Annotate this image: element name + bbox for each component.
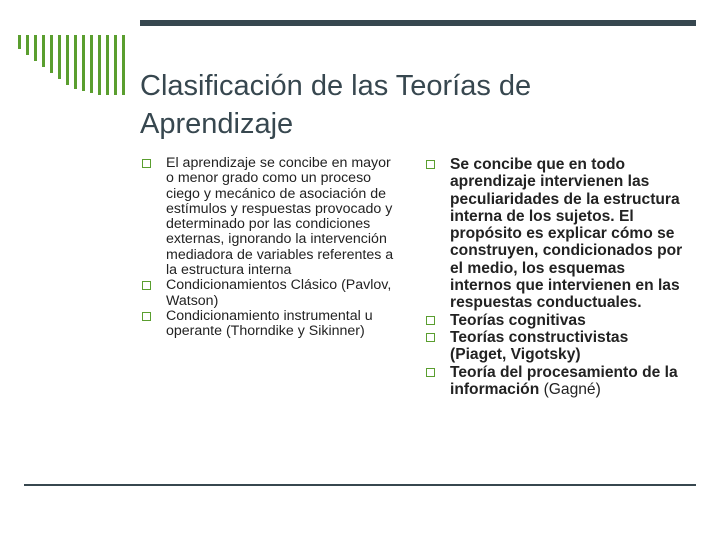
stripe <box>114 35 117 95</box>
list-item <box>426 156 688 312</box>
list-item <box>142 278 397 309</box>
left-bullet-list <box>142 156 397 340</box>
stripe <box>34 35 37 61</box>
stripe <box>106 35 109 95</box>
list-item <box>426 364 688 399</box>
bottom-divider <box>24 484 696 486</box>
stripe <box>18 35 21 49</box>
square-outline-bullet-icon <box>426 316 435 325</box>
list-item-suffix: (Gagné) <box>543 380 601 398</box>
list-item-text: Condicionamiento instrumental u operante (Thorndike y Sikinner) <box>166 307 373 340</box>
list-item-text: Teoría del procesamiento de la información <box>450 363 678 398</box>
stripe <box>42 35 45 67</box>
stripe <box>98 35 101 95</box>
list-item <box>142 309 397 340</box>
stripe <box>50 35 53 73</box>
right-bullet-list <box>426 156 688 398</box>
square-outline-bullet-icon <box>142 312 151 321</box>
list-item-text: Teorías constructivistas (Piaget, Vigotsky) <box>450 328 629 364</box>
list-item <box>426 312 688 329</box>
square-outline-bullet-icon <box>426 160 435 169</box>
stripe <box>58 35 61 79</box>
top-divider <box>140 20 696 26</box>
decorative-stripes <box>18 35 140 95</box>
stripe <box>26 35 29 55</box>
list-item-text: Condicionamientos Clásico (Pavlov, Watson) <box>166 277 392 309</box>
stripe <box>122 35 125 95</box>
slide-title: Clasificación de las Teorías de Aprendizaje <box>140 70 532 141</box>
stripe <box>66 35 69 85</box>
stripe <box>90 35 93 93</box>
list-item-text: Teorías cognitivas <box>450 311 586 329</box>
list-item-text: El aprendizaje se concibe en mayor o menor grado como un proceso ciego y mecánico de asociación de estímulos y respuestas provocado y determinado por las condiciones externas, ignorando la intervención mediadora de variables referentes a la estructura interna <box>166 155 394 279</box>
list-item-text: Se concibe que en todo aprendizaje intervienen las peculiaridades de la estructura interna de los sujetos. El propósito es explicar cómo se construyen, condicionados por el medio, los esquemas internos que intervienen en las respuestas conductuales. <box>450 156 683 312</box>
stripe <box>74 35 77 89</box>
square-outline-bullet-icon <box>142 159 151 168</box>
square-outline-bullet-icon <box>426 333 435 342</box>
square-outline-bullet-icon <box>426 368 435 377</box>
square-outline-bullet-icon <box>142 281 151 290</box>
stripe <box>82 35 85 91</box>
list-item <box>142 156 397 278</box>
list-item <box>426 329 688 364</box>
